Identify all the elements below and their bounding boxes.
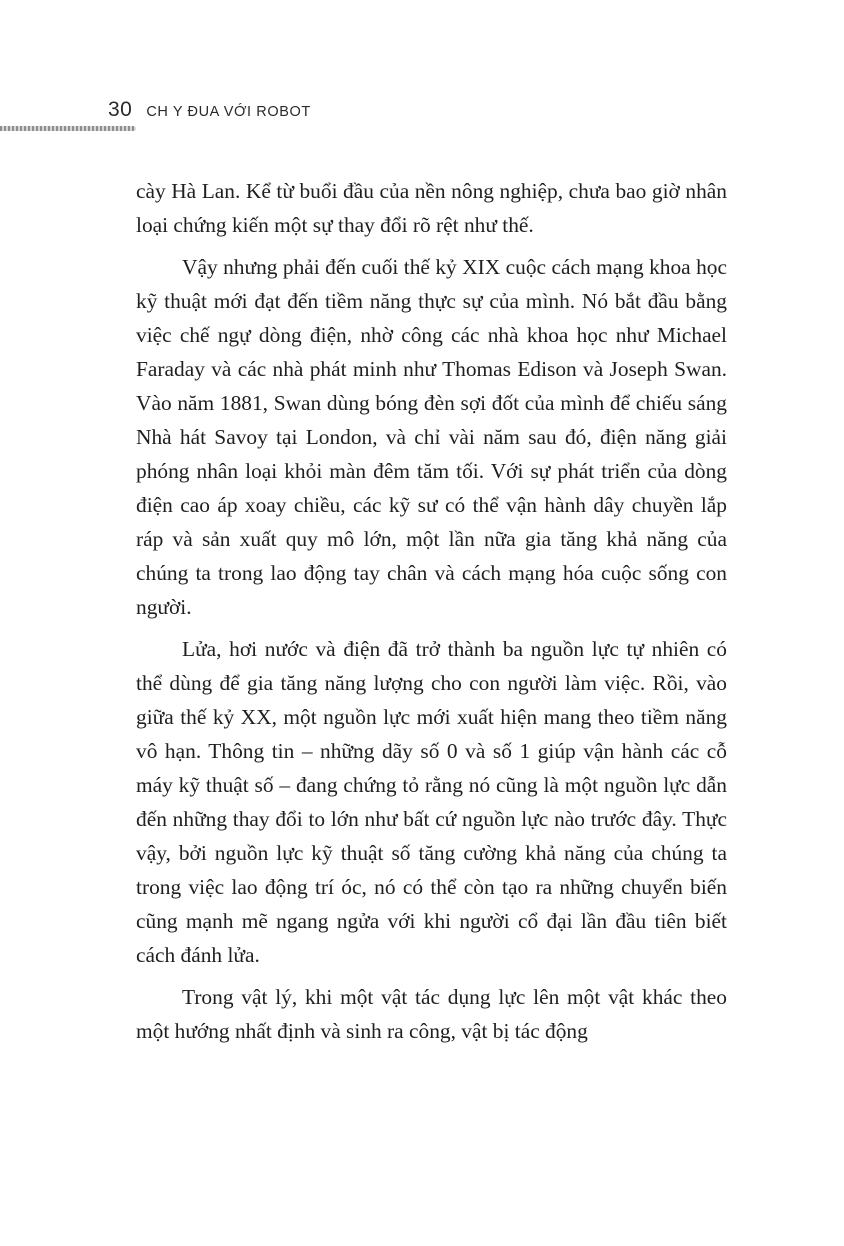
- paragraph: Trong vật lý, khi một vật tác dụng lực lên một vật khác theo một hướng nhất định và sinh ra công, vật bị tác động: [136, 985, 727, 1043]
- header-decorative-rule: [0, 126, 136, 131]
- paragraph-continued: cày Hà Lan. Kể từ buổi đầu của nền nông nghiệp, chưa bao giờ nhân loại chứng kiến một sự thay đổi rõ rệt như thế.: [136, 179, 727, 237]
- paragraph: Vậy nhưng phải đến cuối thế kỷ XIX cuộc cách mạng khoa học kỹ thuật mới đạt đến tiềm năng thực sự của mình. Nó bắt đầu bằng việc chế ngự dòng điện, nhờ công các nhà khoa học như Michael Faraday và các nhà phát minh như Thomas Edison và Joseph Swan. Vào năm 1881, Swan dùng bóng đèn sợi đốt của mình để chiếu sáng Nhà hát Savoy tại London, và chỉ vài năm sau đó, điện năng giải phóng nhân loại khỏi màn đêm tăm tối. Với sự phát triển của dòng điện cao áp xoay chiều, các kỹ sư có thể vận hành dây chuyền lắp ráp và sản xuất quy mô lớn, một lần nữa gia tăng khả năng của chúng ta trong lao động tay chân và cách mạng hóa cuộc sống con người.: [136, 255, 727, 619]
- paragraph: Lửa, hơi nước và điện đã trở thành ba nguồn lực tự nhiên có thể dùng để gia tăng năng lượng cho con người làm việc. Rồi, vào giữa thế kỷ XX, một nguồn lực mới xuất hiện mang theo tiềm năng vô hạn. Thông tin – những dãy số 0 và số 1 giúp vận hành các cỗ máy kỹ thuật số – đang chứng tỏ rằng nó cũng là một nguồn lực dẫn đến những thay đổi to lớn như bất cứ nguồn lực nào trước đây. Thực vậy, bởi nguồn lực kỹ thuật số tăng cường khả năng của chúng ta trong việc lao động trí óc, nó có thể còn tạo ra những chuyển biến cũng mạnh mẽ ngang ngửa với khi người cổ đại lần đầu tiên biết cách đánh lửa.: [136, 637, 727, 967]
- page-header: [108, 98, 311, 134]
- body-text: [136, 174, 727, 1056]
- running-head: CH Y ĐUA VỚI ROBOT: [146, 104, 311, 120]
- page-number: 30: [108, 98, 133, 121]
